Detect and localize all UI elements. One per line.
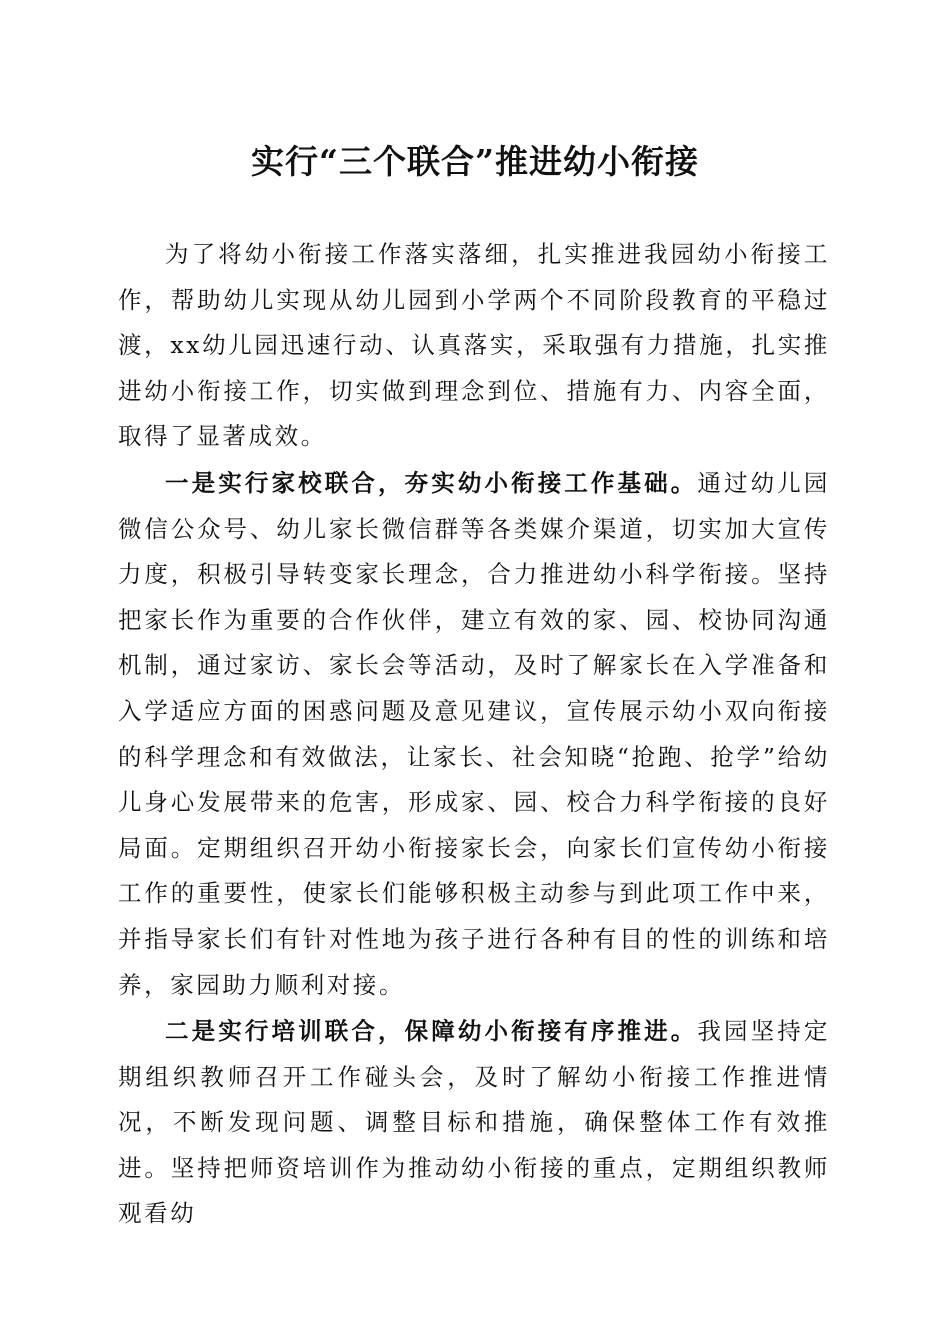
- document-body: [118, 232, 830, 1238]
- paragraph-lead: 二是实行培训联合，保障幼小衔接有序推进。: [165, 1017, 698, 1046]
- document-title: 实行“三个联合”推进幼小衔接: [251, 142, 699, 181]
- paragraph-training: [118, 1009, 830, 1237]
- paragraph-lead: 一是实行家校联合，夯实幼小衔接工作基础。: [165, 468, 698, 497]
- paragraph-text: 通过幼儿园微信公众号、幼儿家长微信群等各类媒介渠道，切实加大宣传力度，积极引导转变家长理念，合力推进幼小科学衔接。坚持把家长作为重要的合作伙伴，建立有效的家、园、校协同沟通机制，通过家访、家长会等活动，及时了解家长在入学准备和入学适应方面的困惑问题及意见建议，宣传展示幼小双向衔接的科学理念和有效做法，让家长、社会知晓“抢跑、抢学”给幼儿身心发展带来的危害，形成家、园、校合力科学衔接的良好局面。定期组织召开幼小衔接家长会，向家长们宣传幼小衔接工作的重要性，使家长们能够积极主动参与到此项工作中来，并指导家长们有针对性地为孩子进行各种有目的性的训练和培养，家园助力顺利对接。: [118, 468, 831, 999]
- paragraph-text: 为了将幼小衔接工作落实落细，扎实推进我园幼小衔接工作，帮助幼儿实现从幼儿园到小学两个不同阶段教育的平稳过渡，xx幼儿园迅速行动、认真落实，采取强有力措施，扎实推进幼小衔接工作，切实做到理念到位、措施有力、内容全面，取得了显著成效。: [118, 240, 830, 451]
- paragraph-text: 我园坚持定期组织教师召开工作碰头会，及时了解幼小衔接工作推进情况，不断发现问题、调整目标和措施，确保整体工作有效推进。坚持把师资培训作为推动幼小衔接的重点，定期组织教师观看幼: [118, 1017, 831, 1228]
- paragraph-intro: [118, 232, 830, 460]
- paragraph-home-school: [118, 461, 830, 1008]
